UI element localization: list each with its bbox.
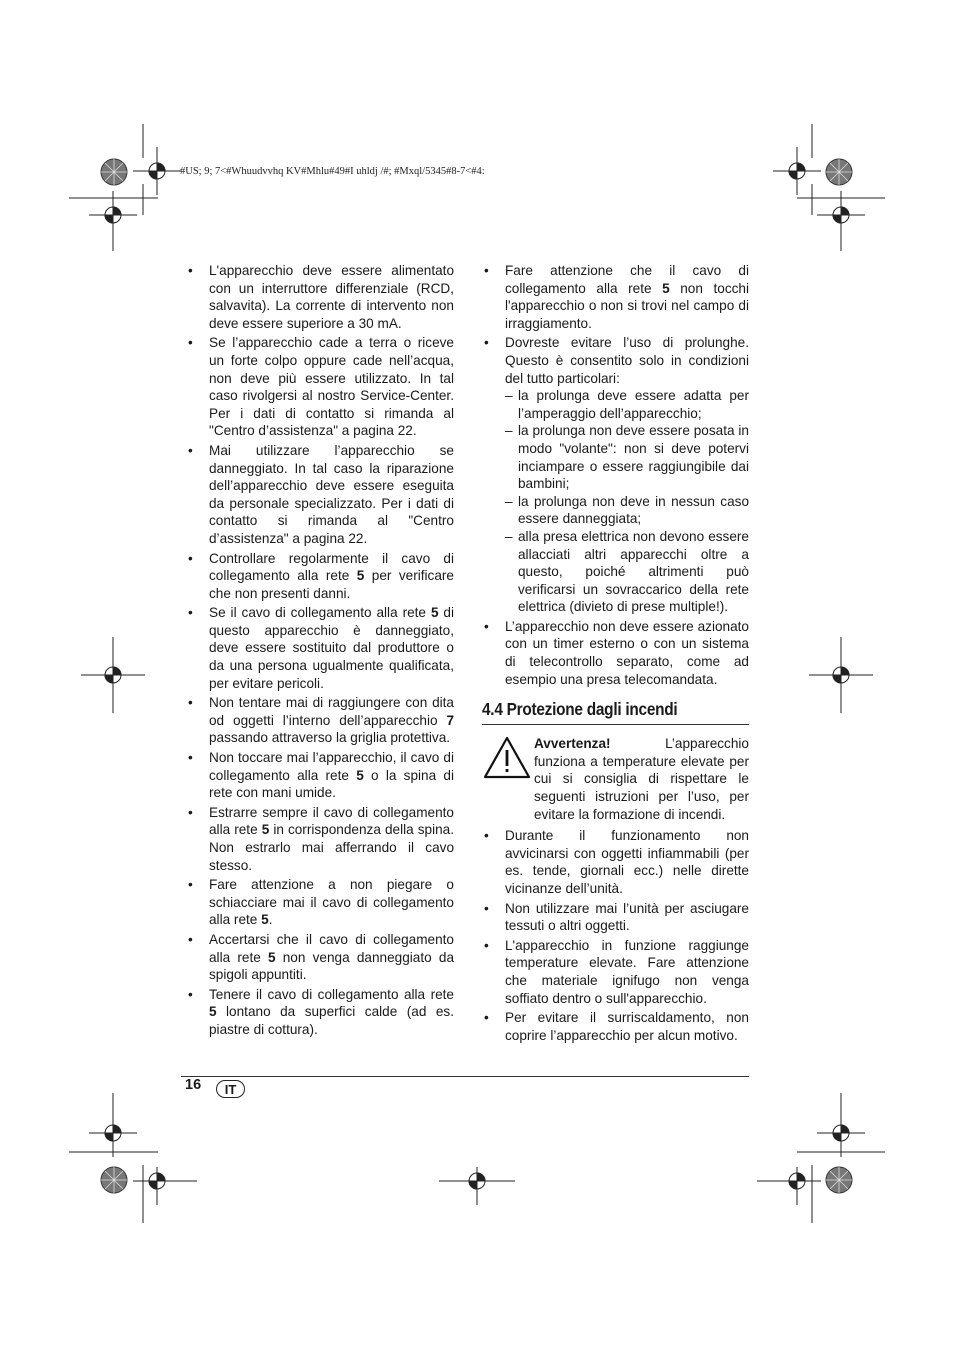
warning-triangle-icon bbox=[482, 735, 534, 823]
list-item: • Non utilizzare mai l’unità per asciugare tessuti o altri oggetti. bbox=[482, 900, 749, 935]
warning-box bbox=[482, 735, 749, 823]
sub-list-item: – alla presa elettrica non devono essere allacciati altri apparecchi oltre a questo, poiché altrimenti può verificarsi un sovraccarico della rete elettrica (divieto di prese multiple!). bbox=[505, 528, 749, 616]
list-item: • Non tentare mai di raggiungere con dita od oggetti l’interno dell’apparecchio 7 passando attraverso la griglia protettiva. bbox=[186, 694, 454, 747]
footer-divider bbox=[181, 1076, 749, 1077]
language-badge: IT bbox=[216, 1080, 245, 1098]
extension-conditions bbox=[505, 387, 749, 616]
left-column bbox=[186, 262, 454, 1041]
list-item: • Tenere il cavo di collegamento alla rete 5 lontano da superfici calde (ad es. piastre di cottura). bbox=[186, 986, 454, 1039]
right-column bbox=[482, 262, 749, 1046]
list-item bbox=[482, 618, 749, 688]
warning-text bbox=[534, 735, 749, 823]
sub-list-item: – la prolunga non deve in nessun caso essere danneggiata; bbox=[505, 493, 749, 528]
list-item bbox=[482, 334, 749, 616]
list-item: • Per evitare il surriscaldamento, non coprire l’apparecchio per alcun motivo. bbox=[482, 1009, 749, 1044]
list-item: • L'apparecchio deve essere alimentato con un interruttore differenziale (RCD, salvavita). La corrente di intervento non deve essere superiore a 30 mA. bbox=[186, 262, 454, 332]
warning-label: Avvertenza! bbox=[534, 736, 611, 752]
safety-list-continued bbox=[482, 262, 749, 688]
print-job-code: #US; 9; 7<#Whuudvvhq KV#Mhlu#49#I uhldj /#; #Mxql/5345#8-7<#4: bbox=[180, 166, 485, 177]
extension-text: Dovreste evitare l’uso di prolunghe. Questo è consentito solo in condizioni del tutto particolari: bbox=[505, 335, 749, 386]
list-item: • Estrarre sempre il cavo di collegamento alla rete 5 in corrispondenza della spina. Non estrarlo mai afferrando il cavo stesso. bbox=[186, 804, 454, 874]
list-item: • Fare attenzione a non piegare o schiacciare mai il cavo di collegamento alla rete 5. bbox=[186, 876, 454, 929]
list-item: • Durante il funzionamento non avvicinarsi con oggetti infiammabili (per es. tende, giornali ecc.) nelle dirette vicinanze dell’unità. bbox=[482, 827, 749, 897]
section-heading: 4.4 Protezione dagli incendi bbox=[482, 699, 678, 720]
fire-safety-list bbox=[482, 827, 749, 1044]
sub-list-item: – la prolunga non deve essere posata in modo "volante": non si deve potervi inciampare o essere raggiungibile dai bambini; bbox=[505, 422, 749, 492]
list-item: • Non toccare mai l’apparecchio, il cavo di collegamento alla rete 5 o la spina di rete con mani umide. bbox=[186, 749, 454, 802]
page-number: 16 bbox=[185, 1077, 202, 1093]
list-item: • L'apparecchio in funzione raggiunge temperature elevate. Fare attenzione che materiale ignifugo non venga soffiato dentro o sull'apparecchio. bbox=[482, 937, 749, 1007]
list-item: • Mai utilizzare l’apparecchio se danneggiato. In tal caso la riparazione dell’apparecchio deve essere eseguita da personale specializzato. Per i dati di contatto si rimanda al "Centro d’assistenza" a pagina 22. bbox=[186, 442, 454, 548]
list-item: • Se l’apparecchio cade a terra o riceve un forte colpo oppure cade nell’acqua, non deve più essere utilizzato. In tal caso rivolgersi al nostro Service-Center. Per i dati di contatto si rimanda al "Centro d’assistenza" a pagina 22. bbox=[186, 334, 454, 440]
warning-body: L’apparecchio funziona a temperature elevate per cui si consiglia di rispettare le seguenti istruzioni per l’uso, per evitare la formazione di incendi. bbox=[534, 736, 749, 822]
timer-text: L’apparecchio non deve essere azionato con un timer esterno o con un sistema di telecontrollo separato, come ad esempio una presa telecomandata. bbox=[505, 618, 749, 687]
section-divider bbox=[482, 724, 749, 725]
list-item: • Controllare regolarmente il cavo di collegamento alla rete 5 per verificare che non presenti danni. bbox=[186, 550, 454, 603]
list-item: • Se il cavo di collegamento alla rete 5 di questo apparecchio è danneggiato, deve essere sostituito dal produttore o da una persona ugualmente qualificata, per evitare pericoli. bbox=[186, 604, 454, 692]
safety-list bbox=[186, 262, 454, 1039]
sub-list-item: – la prolunga deve essere adatta per l’amperaggio dell’apparecchio; bbox=[505, 387, 749, 422]
list-item: • Accertarsi che il cavo di collegamento alla rete 5 non venga danneggiato da spigoli appuntiti. bbox=[186, 931, 454, 984]
list-item: • Fare attenzione che il cavo di collegamento alla rete 5 non tocchi l'apparecchio o non si trovi nel campo di irraggiamento. bbox=[482, 262, 749, 332]
